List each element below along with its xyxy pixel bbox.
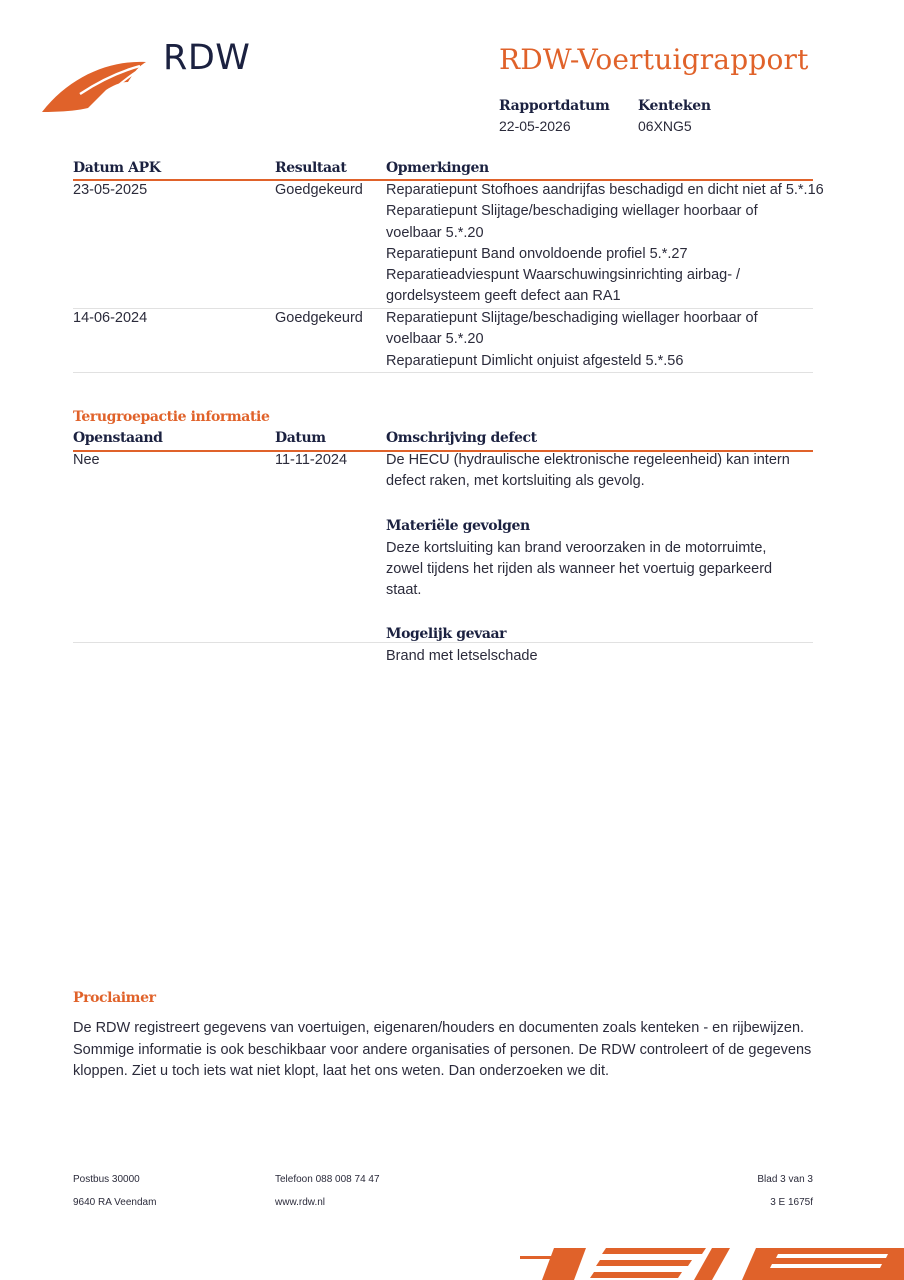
recall-open-value: Nee: [73, 452, 100, 468]
apk-row-2-date: 14-06-2024: [73, 310, 148, 326]
recall-col-open: Openstaand: [73, 430, 163, 446]
consequences-text: Deze kortsluiting kan brand veroorzaken in de motorruimte, zowel tijdens het rijden als wanneer het voertuig geparkeerd staat.: [386, 539, 773, 599]
consequences-heading: Materiële gevolgen: [386, 517, 530, 534]
remark-item: Reparatieadviespunt Waarschuwingsinrichting airbag- / gordelsysteem geeft defect aan RA1: [386, 267, 741, 305]
apk-col-date: Datum APK: [73, 160, 161, 176]
apk-table-end-divider: [73, 372, 813, 373]
danger-text: Brand met letselschade: [386, 648, 538, 665]
remark-item: Reparatiepunt Slijtage/beschadiging wiellager hoorbaar of voelbaar 5.*.20: [386, 310, 758, 348]
proclaimer-title: Proclaimer: [73, 990, 156, 1006]
report-date-value: 22-05-2026: [499, 118, 571, 134]
danger-heading: Mogelijk gevaar: [386, 626, 507, 643]
logo-wordmark: RDW: [163, 38, 251, 78]
recall-col-description: Omschrijving defect: [386, 430, 537, 446]
apk-row-2-remarks: [386, 308, 806, 372]
report-date-label: Rapportdatum: [499, 98, 610, 114]
report-title: RDW-Voertuigrapport: [499, 43, 809, 76]
rdw-logo-icon: [40, 56, 150, 116]
apk-row-1-result: Goedgekeurd: [275, 182, 363, 198]
proclaimer-text: De RDW registreert gegevens van voertuigen, eigenaren/houders en documenten zoals kenteken - en rijbewijzen. Sommige informatie is ook beschikbaar voor andere organisaties of personen. De RDW controleert of de gegevens kloppen. Ziet u toch iets wat niet klopt, laat het ons weten. Dan onderzoeken we dit.: [73, 1020, 812, 1079]
apk-row-2-result: Goedgekeurd: [275, 310, 363, 326]
remark-item: Reparatiepunt Dimlicht onjuist afgesteld 5.*.56: [386, 352, 684, 369]
remark-item: Reparatiepunt Band onvoldoende profiel 5.*.27: [386, 245, 688, 262]
footer-page-number: Blad 3 van 3: [757, 1174, 813, 1185]
recall-section-title: Terugroepactie informatie: [73, 409, 270, 425]
apk-row-1-remarks: [386, 180, 824, 308]
footer-document-code: 3 E 1675f: [770, 1197, 813, 1208]
footer-phone: Telefoon 088 008 74 47: [275, 1174, 380, 1185]
footer-address-line1: Postbus 30000: [73, 1174, 140, 1185]
footer-address-line2: 9640 RA Veendam: [73, 1197, 157, 1208]
apk-col-remarks: Opmerkingen: [386, 160, 489, 176]
decorative-stripes-icon: [516, 1240, 904, 1280]
recall-description-block: [386, 450, 791, 668]
apk-row-1-date: 23-05-2025: [73, 182, 148, 198]
license-plate-value: 06XNG5: [638, 118, 692, 134]
recall-date-value: 11-11-2024: [275, 452, 348, 468]
apk-col-result: Resultaat: [275, 160, 347, 176]
footer-website-link[interactable]: www.rdw.nl: [275, 1197, 326, 1208]
remark-item: Reparatiepunt Slijtage/beschadiging wiellager hoorbaar of voelbaar 5.*.20: [386, 203, 758, 241]
recall-description: De HECU (hydraulische elektronische regeleenheid) kan intern defect raken, met kortsluiting als gevolg.: [386, 452, 790, 490]
license-plate-label: Kenteken: [638, 98, 711, 114]
recall-table-end-divider: [73, 642, 813, 643]
recall-col-date: Datum: [275, 430, 326, 446]
remark-item: Reparatiepunt Stofhoes aandrijfas beschadigd en dicht niet af 5.*.16: [386, 182, 824, 198]
